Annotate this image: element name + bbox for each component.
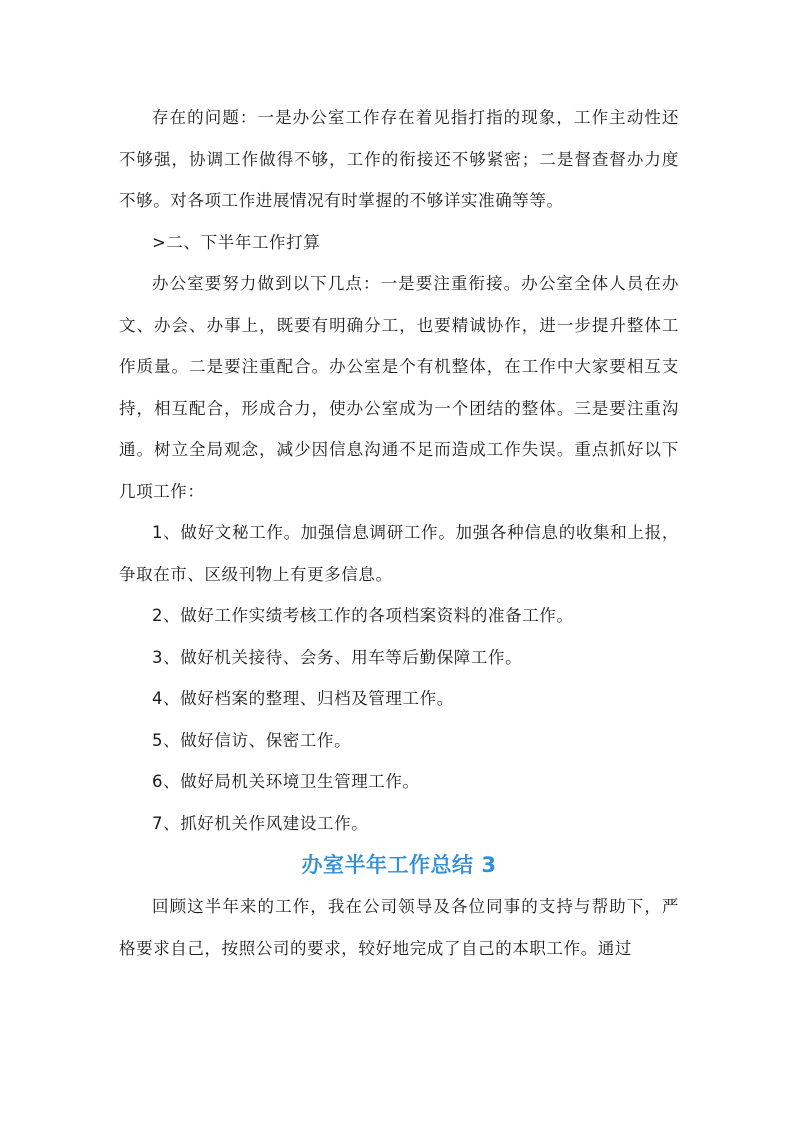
list-item-5: 5、做好信访、保密工作。 bbox=[152, 730, 352, 750]
list-item-2: 2、做好工作实绩考核工作的各项档案资料的准备工作。 bbox=[152, 606, 574, 625]
list-item-3: 3、做好机关接待、会务、用车等后勤保障工作。 bbox=[152, 647, 523, 667]
document-body bbox=[119, 97, 679, 969]
paragraph-plan-heading: >二、下半年工作打算 bbox=[152, 232, 321, 252]
list-item-4: 4、做好档案的整理、归档及管理工作。 bbox=[152, 689, 454, 708]
list-item-7: 7、抓好机关作风建设工作。 bbox=[152, 813, 369, 833]
section-title: 办室半年工作总结 3 bbox=[301, 853, 497, 877]
list-item-6: 6、做好局机关环境卫生管理工作。 bbox=[152, 772, 420, 791]
paragraph-plan-body: 办公室要努力做到以下几点：一是要注重衔接。办公室全体人员在办文、办会、办事上，既要有明确分工，也要精诚协作，进一步提升整体工作质量。二是要注重配合。办公室是个有机整体，在工作中大家要相互支持，相互配合，形成合力，使办公室成为一个团结的整体。三是要注重沟通。树立全局观念，减少因信息沟通不足而造成工作失误。重点抓好以下几项工作： bbox=[119, 274, 679, 501]
paragraph-review: 回顾这半年来的工作，我在公司领导及各位同事的支持与帮助下，严格要求自己，按照公司的要求，较好地完成了自己的本职工作。通过 bbox=[119, 897, 679, 958]
paragraph-problems: 存在的问题：一是办公室工作存在着见指打指的现象，工作主动性还不够强，协调工作做得不够，工作的衔接还不够紧密；二是督查督办力度不够。对各项工作进展情况有时掌握的不够详实准确等等。 bbox=[119, 108, 679, 210]
list-item-1: 1、做好文秘工作。加强信息调研工作。加强各种信息的收集和上报，争取在市、区级刊物上有更多信息。 bbox=[119, 523, 679, 584]
